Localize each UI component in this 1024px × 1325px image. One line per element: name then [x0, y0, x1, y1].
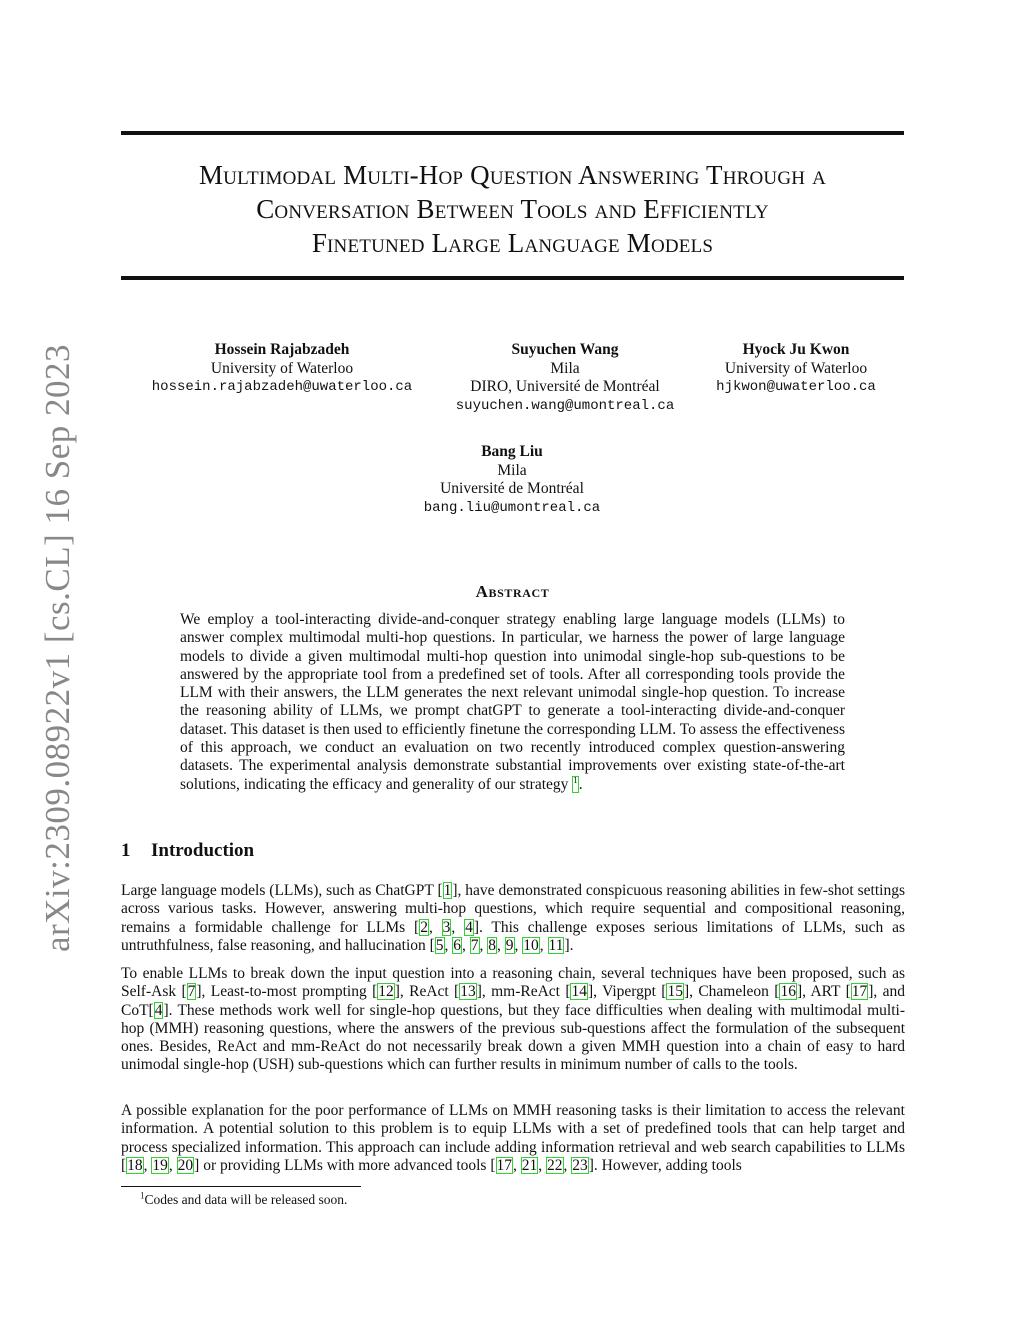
footnote-text: Codes and data will be released soon. — [144, 1192, 348, 1207]
citation-link[interactable]: 8 — [488, 936, 497, 954]
author-affiliation: Université de Montréal — [440, 480, 584, 497]
author-email[interactable]: hjkwon@uwaterloo.ca — [716, 379, 876, 395]
author-email[interactable]: bang.liu@umontreal.ca — [423, 499, 601, 516]
footnote-mark: 1 — [140, 1190, 145, 1201]
citation-link[interactable]: 17 — [851, 983, 868, 1001]
footnote — [140, 1192, 347, 1208]
section-number: 1 — [121, 840, 131, 861]
citation-link[interactable]: 14 — [571, 983, 587, 1001]
citation-link[interactable]: 18 — [127, 1156, 143, 1174]
abstract-heading: Abstract — [475, 582, 550, 601]
citation-link[interactable]: 11 — [548, 936, 564, 954]
title-bottom-rule — [121, 276, 904, 280]
paper-title — [121, 158, 904, 260]
citation-link[interactable]: 7 — [187, 983, 196, 1001]
author-affiliation: DIRO, Université de Montréal — [470, 378, 660, 395]
title-line-1: Multimodal Multi-Hop Question Answering Through a — [198, 160, 827, 190]
author-name: Suyuchen Wang — [511, 341, 619, 358]
citation-link[interactable]: 15 — [667, 983, 683, 1001]
citation-link[interactable]: 4 — [154, 1001, 163, 1019]
section-title: Introduction — [151, 840, 255, 861]
citation-link[interactable]: 13 — [460, 983, 476, 1001]
citation-link[interactable]: 22 — [547, 1156, 563, 1174]
author-affiliation: University of Waterloo — [210, 359, 354, 377]
section-heading — [121, 840, 254, 862]
citation-link[interactable]: 21 — [521, 1156, 538, 1174]
citation-link[interactable]: 3 — [442, 918, 451, 936]
author-affiliation: Mila — [550, 359, 580, 377]
citation-link[interactable]: 10 — [523, 936, 539, 954]
citation-link[interactable]: 9 — [505, 936, 514, 954]
citation-link[interactable]: 17 — [496, 1156, 512, 1174]
author-block — [430, 341, 700, 415]
paragraph-3: A possible explanation for the poor performance of LLMs on MMH reasoning tasks is their limitation to access the relevant information. A potential solution to this problem is to equip LLMs with a set of predefined tools that can help target and process specialized information. This approach can include adding information retrieval and web search capabilities to LLMs [18, 19, 20] or providing LLMs with more advanced tools [17, 21, 22, 23]. However, adding tools — [121, 1102, 905, 1174]
citation-link[interactable]: 12 — [378, 983, 394, 1001]
paragraph-2: To enable LLMs to break down the input question into a reasoning chain, several techniques have been proposed, such as Self-Ask [7], Least-to-most prompting [12], ReAct [13], mm-ReAct [14], Vipergpt [15], Chameleon [16], ART [17], and CoT[4]. These methods work well for single-hop questions, but they face difficulties when dealing with multimodal multi-hop (MMH) reasoning questions, where the answers of the previous sub-questions affect the formulation of the subsequent ones. Besides, ReAct and mm-ReAct do not necessarily break down a given MMH question into a chain of easy to hard unimodal single-hop (USH) sub-questions which can further results in minimum number of calls to the tools. — [121, 965, 906, 1074]
citation-link[interactable]: 7 — [470, 936, 479, 954]
footnote-link[interactable]: 1 — [572, 776, 579, 793]
title-line-3: Finetuned Large Language Models — [311, 228, 714, 258]
citation-link[interactable]: 6 — [453, 936, 462, 954]
title-top-rule — [121, 131, 904, 135]
author-name: Hossein Rajabzadeh — [214, 341, 350, 358]
citation-link[interactable]: 19 — [152, 1156, 168, 1174]
author-email[interactable]: suyuchen.wang@umontreal.ca — [455, 397, 675, 414]
author-block — [696, 341, 896, 397]
author-name: Bang Liu — [481, 443, 543, 460]
paragraph-1: Large language models (LLMs), such as ChatGPT [1], have demonstrated conspicuous reasoning abilities in few-shot settings across various tasks. However, answering multi-hop questions, which require sequential and compositional reasoning, remains a formidable challenge for LLMs [2, 3, 4]. This challenge exposes serious limitations of LLMs, such as untruthfulness, false reasoning, and hallucination [5, 6, 7, 8, 9, 10, 11]. — [121, 882, 905, 954]
footnote-rule — [121, 1186, 361, 1187]
author-affiliation: Mila — [497, 461, 527, 479]
citation-link[interactable]: 20 — [177, 1156, 194, 1174]
abstract-text: We employ a tool-interacting divide-and-conquer strategy enabling large language models (LLMs) to answer complex multimodal multi-hop questions. In particular, we harness the power of large language models to divide a given multimodal multi-hop question into unimodal single-hop sub-questions to be answered by the appropriate tool from a predefined set of tools. After all corresponding tools provide the LLM with their answers, the LLM generates the next relevant unimodal single-hop question. To increase the reasoning ability of LLMs, we prompt chatGPT to generate a tool-interacting divide-and-conquer dataset. This dataset is then used to efficiently finetune the corresponding LLM. To assess the effectiveness of this approach, we conduct an evaluation on two recently introduced complex question-answering datasets. The experimental analysis demonstrate substantial improvements over existing state-of-the-art solutions, indicating the efficacy and generality of our strategy — [180, 611, 845, 793]
citation-link[interactable]: 16 — [780, 983, 796, 1001]
author-affiliation: University of Waterloo — [724, 359, 868, 377]
citation-link[interactable]: 2 — [420, 918, 428, 936]
author-block — [380, 443, 644, 517]
author-email[interactable]: hossein.rajabzadeh@uwaterloo.ca — [151, 379, 413, 395]
citation-link[interactable]: 23 — [572, 1156, 588, 1174]
arxiv-side-label: arXiv:2309.08922v1 [cs.CL] 16 Sep 2023 — [38, 343, 77, 953]
abstract-body: We employ a tool-interacting divide-and-conquer strategy enabling large language models (LLMs) to answer complex multimodal multi-hop questions. In particular, we harness the power of large language models to divide a given multimodal multi-hop question into unimodal single-hop sub-questions to be answered by the appropriate tool from a predefined set of tools. After all corresponding tools provide the LLM with their answers, the LLM generates the next relevant unimodal single-hop question. To increase the reasoning ability of LLMs, we prompt chatGPT to generate a tool-interacting divide-and-conquer dataset. This dataset is then used to efficiently finetune the corresponding LLM. To assess the effectiveness of this approach, we conduct an evaluation on two recently introduced complex question-answering datasets. The experimental analysis demonstrate substantial improvements over existing state-of-the-art solutions, indicating the efficacy and generality of our strategy $^1$. — [180, 611, 845, 793]
citation-link[interactable]: 4 — [465, 918, 473, 936]
author-block — [121, 341, 443, 397]
citation-link[interactable]: 5 — [435, 936, 444, 954]
citation-link[interactable]: 1 — [443, 882, 452, 899]
author-name: Hyock Ju Kwon — [742, 341, 850, 358]
title-line-2: Conversation Between Tools and Efficiently — [256, 194, 769, 224]
